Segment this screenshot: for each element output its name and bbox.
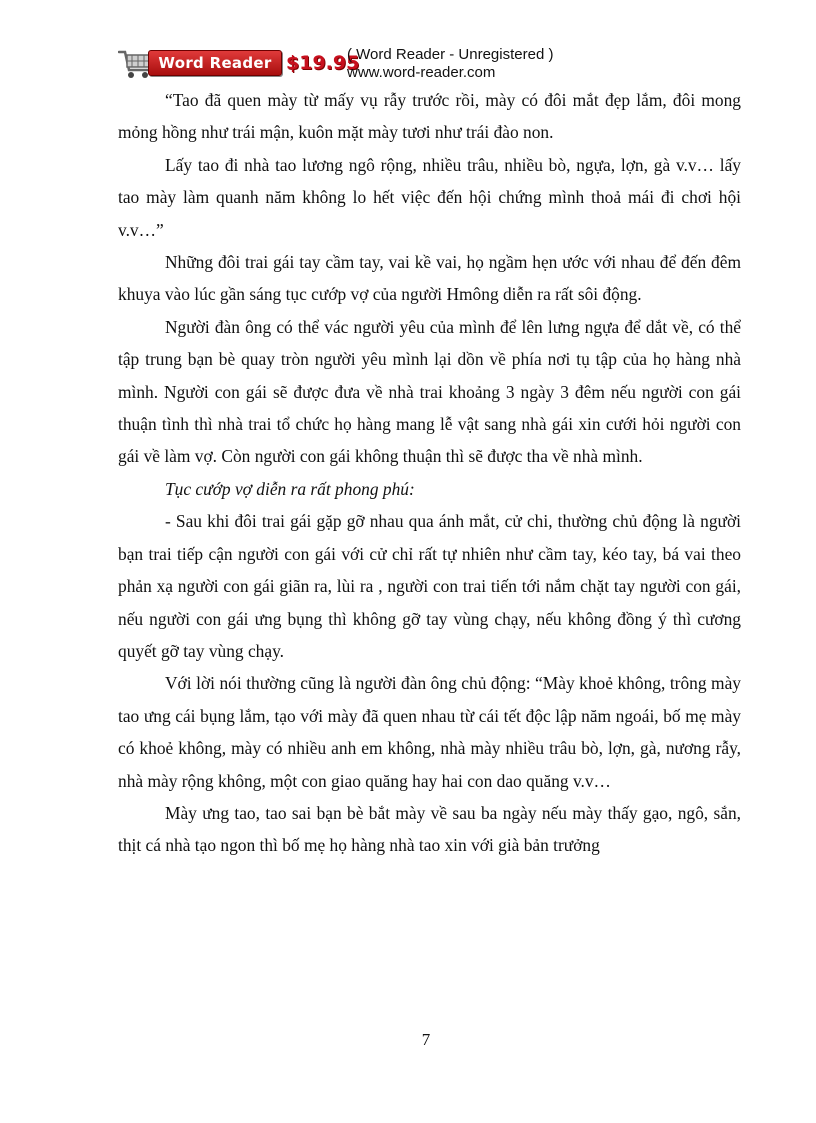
paragraph: Người đàn ông có thể vác người yêu của mình để lên lưng ngựa để dắt về, có thể tập trung bạn bè quay tròn người yêu mình lại dồn về phía nơi tụ tập của họ hàng nhà mình. Người con gái sẽ được đưa về nhà trai khoảng 3 ngày 3 đêm nếu người con gái thuận tình thì nhà trai tổ chức họ hàng mang lễ vật sang nhà gái xin cưới hỏi người con gái về làm vợ. Còn người con gái không thuận thì sẽ được tha về nhà mình.	[118, 316, 741, 467]
paragraph: Với lời nói thường cũng là người đàn ông chủ động: “Mày khoẻ không, trông mày tao ưng cái bụng lắm, tạo với mày đã quen nhau từ cái tết độc lập năm ngoái, bố mẹ mày có khoẻ không, mày có nhiều anh em không, nhà mày nhiều trâu bò, lợn, gà, nương rẫy, nhà mày rộng không, một con giao quăng hay hai con dao quăng v.v…	[118, 673, 741, 791]
website-link[interactable]: www.word-reader.com	[347, 64, 496, 81]
paragraph: - Sau khi đôi trai gái gặp gỡ nhau qua ánh mắt, cử chi, thường chủ động là người bạn trai tiếp cận người con gái với cử chỉ rất tự nhiên như cầm tay, kéo tay, bá vai theo phản xạ người con gái giãn ra, lùi ra , người con trai tiến tới nắm chặt tay người con gái, nếu người con gái ưng bụng thì không gỡ tay vùng chạy, nếu không đồng ý thì cương quyết gỡ tay vùng chạy.	[118, 511, 741, 661]
section-heading: Tục cướp vợ diễn ra rất phong phú:	[165, 478, 415, 499]
price-label: $19.95	[286, 52, 360, 74]
word-reader-badge[interactable]: Word Reader	[148, 50, 282, 76]
document-body	[118, 84, 741, 862]
paragraph: Những đôi trai gái tay cầm tay, vai kề vai, họ ngầm hẹn ước với nhau để đến đêm khuya vào lúc gần sáng tục cướp vợ của người Hmông diễn ra rất sôi động.	[118, 252, 741, 305]
paragraph: “Tao đã quen mày từ mấy vụ rẫy trước rồi, mày có đôi mắt đẹp lắm, đôi mong mỏng hồng như trái mận, kuôn mặt mày tươi như trái đào non.	[118, 90, 741, 143]
page-number: 7	[421, 1030, 431, 1049]
unregistered-notice: ( Word Reader - Unregistered )	[347, 46, 554, 63]
word-reader-banner	[118, 46, 598, 86]
paragraph: Mày ưng tao, tao sai bạn bè bắt mày về sau ba ngày nếu mày thấy gạo, ngô, sắn, thịt cá nhà tạo ngon thì bố mẹ họ hàng nhà tao xin với già bản trưởng	[118, 802, 741, 856]
paragraph: Lấy tao đi nhà tao lương ngô rộng, nhiều trâu, nhiều bò, ngựa, lợn, gà v.v… lấy tao mày làm quanh năm không lo hết việc đến hội chứng mình thoả mái đi chơi hội v.v…”	[118, 154, 741, 240]
